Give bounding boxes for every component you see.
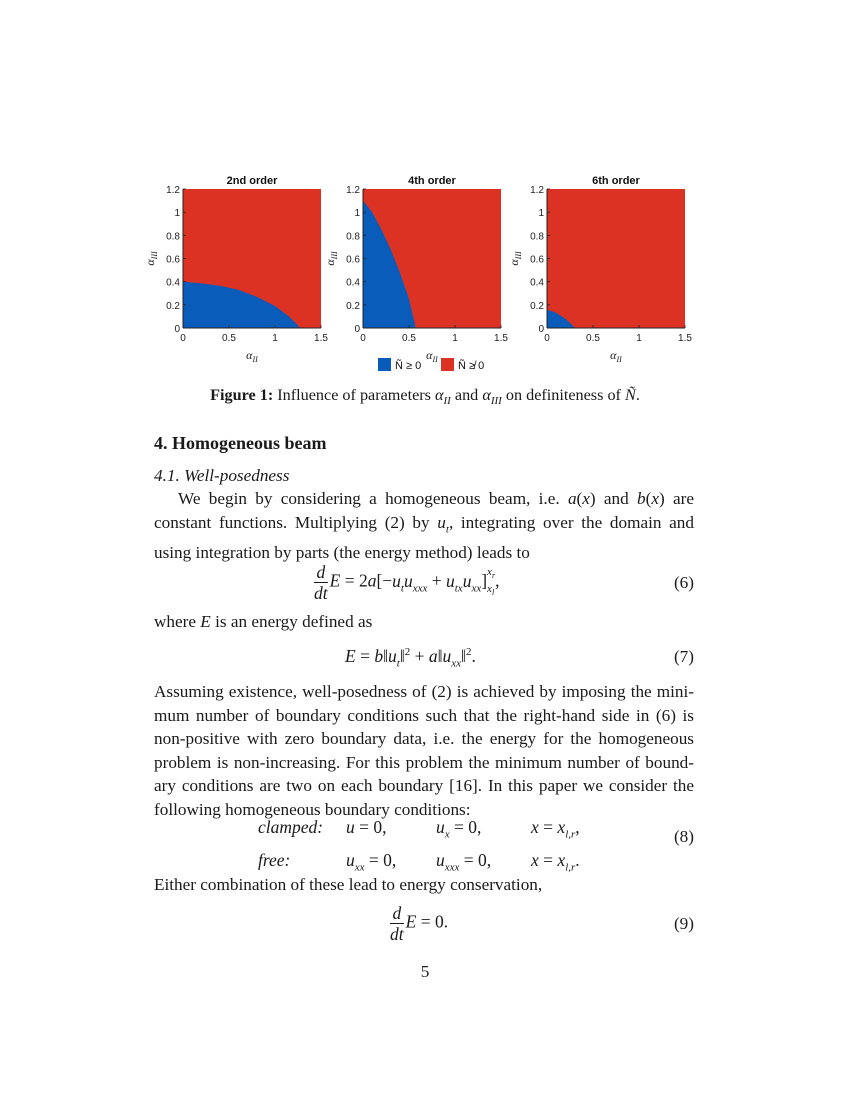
panel-3-xtick-label: 1: [636, 333, 642, 344]
panel-2-ytick-label: 1: [354, 208, 360, 220]
panel-3-xtick-label: 0.5: [586, 333, 600, 344]
panel-2-xtick-label: 0: [360, 333, 366, 344]
panel-3-ytick-label: 0.6: [530, 254, 544, 266]
figure-1: [0, 170, 850, 375]
panel-3-ytick-label: 0.4: [530, 277, 544, 289]
panel-3-xtick-label: 1.5: [678, 333, 692, 344]
equation-7-number: (7): [673, 647, 694, 666]
legend-label-2: Ñ ≱ 0: [458, 360, 485, 372]
panel-1-xtick-label: 0: [180, 333, 186, 344]
panel-1-xtick-label: 1: [272, 333, 278, 344]
panel-3-ytick-label: 0.8: [530, 231, 544, 243]
panel-3-ylabel: $\alpha_{III}$: [507, 251, 523, 266]
caption-label: Figure 1:: [210, 386, 274, 404]
panel-2-ytick-label: 0.2: [346, 300, 360, 312]
panel-3-ytick-label: 0.2: [530, 300, 544, 312]
panel-3-region-indefinite: [547, 189, 685, 328]
panel-2-ytick-label: 0.4: [346, 277, 360, 289]
legend-swatch-2: [441, 358, 454, 371]
panel-1-xlabel: $\alpha_{II}$: [246, 348, 258, 364]
paragraph-1: We begin by considering a homogeneous beam, i.e. a(x) and b(x) are constant functions. Multiplying (2) by $u_t$, integrating over the domain and using integration by parts (the energy method) leads to: [154, 489, 694, 563]
paragraph-4: Either combination of these lead to energy conservation,: [154, 875, 543, 894]
figure-caption: Figure 1: Influence of parameters $\alpha_{II}$ and $\alpha_{III}$ on definiteness of Ñ.: [210, 386, 640, 408]
panel-1-ytick-label: 0.4: [166, 277, 180, 289]
paragraph-2: where E is an energy defined as: [154, 612, 373, 631]
panel-3-xlabel: $\alpha_{II}$: [610, 348, 622, 364]
panel-1-ytick-label: 1: [174, 208, 180, 220]
equation-8: clamped: u = 0, $u_x = 0$, $x = x_{l,r}$, free: $u_{xx} = 0$, $u_{xxx} = 0$, $x = x_{l,r}$.: [258, 817, 580, 873]
panel-3-ytick-label: 0: [538, 324, 544, 335]
paragraph-3: Assuming existence, well-posedness of (2) is achieved by imposing the mini- mum number of boundary conditions such that the right-hand side in (6) is non-positive with zero boundary data, i.e. the energy for the homogeneous problem is non-increasing. For this problem the minimum number of bound- ary conditions are two on each boundary [16]. In this paper we consider the following homogeneous boundary conditions:: [154, 682, 694, 819]
panel-2-xtick-label: 0.5: [402, 333, 416, 344]
panel-2-ytick-label: 0.6: [346, 254, 360, 266]
equation-6-number: (6): [673, 573, 694, 592]
page-number: 5: [420, 962, 430, 981]
equation-7: $E = b‖u_t‖^2$ + $a‖u_{xx}‖^2$.: [345, 646, 476, 670]
section-heading: 4. Homogeneous beam: [154, 433, 327, 453]
subsection-heading: 4.1. Well-posedness: [154, 466, 290, 485]
panel-2-title: 4th order: [408, 175, 456, 187]
panel-1-xtick-label: 1.5: [314, 333, 328, 344]
legend-swatch-1: [378, 358, 391, 371]
panel-3-ytick-label: 1: [538, 208, 544, 220]
panel-2-ytick-label: 0: [354, 324, 360, 335]
equation-6: $\frac{d}{dt}$ $E = 2a[-u_tu_{xxx} + u_{tx}u_{xx}]$ $x_r$ $x_l$ ,: [314, 562, 500, 603]
equation-8-number: (8): [673, 827, 694, 846]
panel-2-xtick-label: 1.5: [494, 333, 508, 344]
panel-3-ytick-label: 1.2: [530, 185, 544, 196]
legend-label-1: Ñ ≥ 0: [395, 360, 422, 372]
panel-1-title: 2nd order: [226, 175, 278, 187]
panel-1-ylabel: $\alpha_{III}$: [143, 251, 159, 266]
panel-1-ytick-label: 0.2: [166, 300, 180, 312]
panel-1-ytick-label: 0.8: [166, 231, 180, 243]
panel-1-ytick-label: 0: [174, 324, 180, 335]
panel-1-ytick-label: 0.6: [166, 254, 180, 266]
panel-2-ytick-label: 1.2: [346, 185, 360, 196]
panel-1-xtick-label: 0.5: [222, 333, 236, 344]
equation-9: $\frac{d}{dt}$ E = 0.: [390, 903, 449, 944]
panel-2-ylabel: $\alpha_{III}$: [323, 251, 339, 266]
panel-1-ytick-label: 1.2: [166, 185, 180, 196]
panel-2-xlabel: $\alpha_{II}$: [426, 348, 438, 364]
panel-3-title: 6th order: [592, 175, 640, 187]
panel-2-ytick-label: 0.8: [346, 231, 360, 243]
equation-9-number: (9): [673, 914, 694, 933]
panel-3-xtick-label: 0: [544, 333, 550, 344]
panel-2-xtick-label: 1: [452, 333, 458, 344]
